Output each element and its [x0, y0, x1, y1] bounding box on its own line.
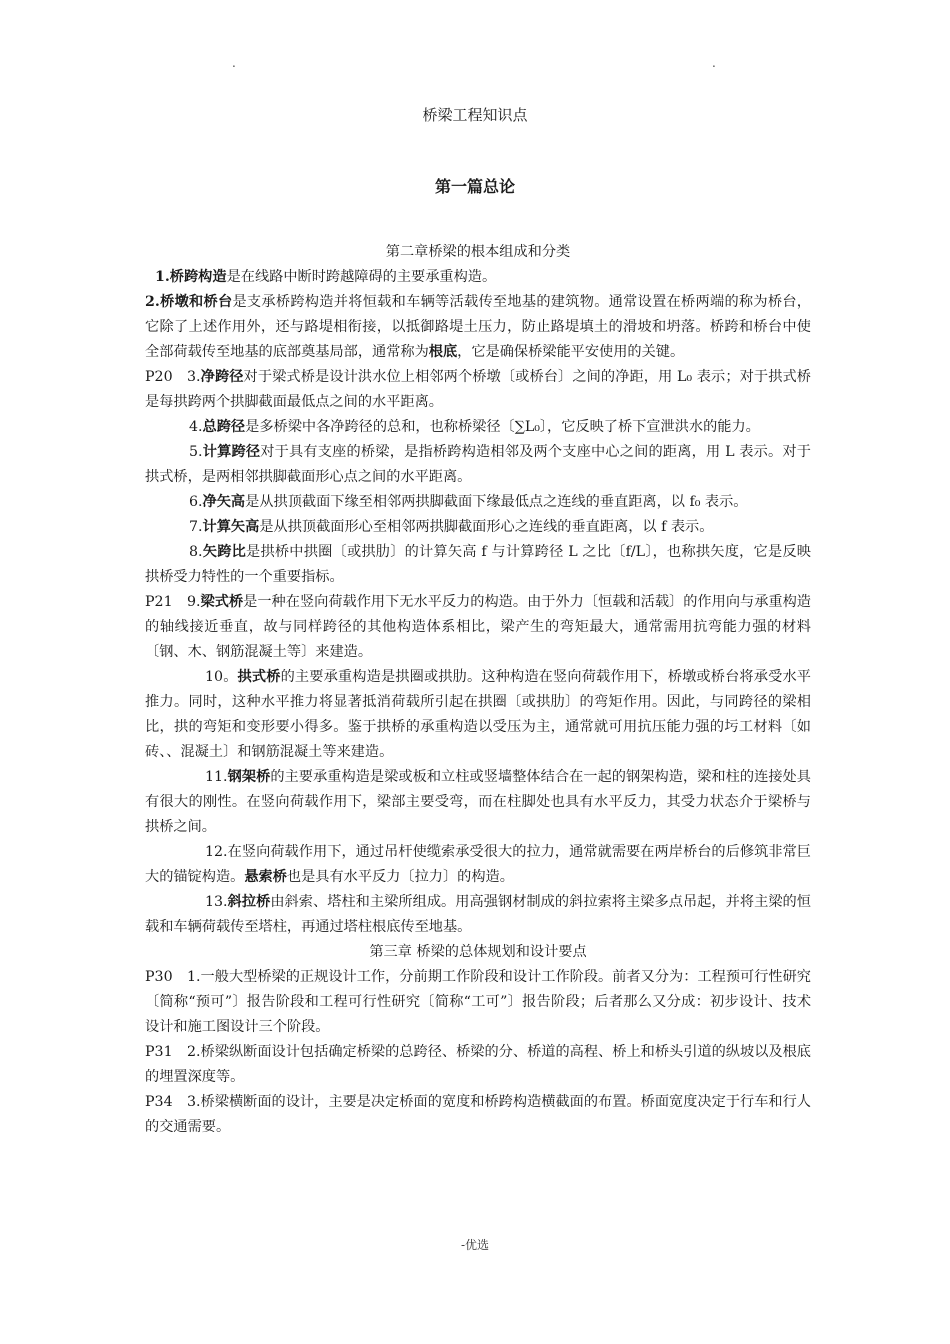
term: 拱式桥 — [237, 669, 281, 685]
header-mark-right: . — [712, 56, 716, 70]
item-number: 12. — [205, 844, 228, 860]
paragraph-text: 2.桥梁纵断面设计包括确定桥梁的总跨径、桥梁的分、桥道的高程、桥上和桥头引道的纵坡以及根底的埋置深度等。 — [145, 1044, 811, 1085]
paragraph-text: 对于具有支座的桥梁，是指桥跨构造相邻及两个支座中心之间的距离，用 L 表示。对于拱式桥，是两相邻拱脚截面形心点之间的水平距离。 — [145, 444, 811, 485]
term: 根底 — [428, 344, 458, 360]
page-ref: P20 — [145, 369, 173, 385]
term: 悬索桥 — [244, 869, 287, 885]
paragraph — [145, 765, 811, 840]
term: 梁式桥 — [200, 594, 244, 610]
term: 总跨径 — [202, 419, 246, 435]
paragraph-text: 是拱桥中拱圈〔或拱肋〕的计算矢高 f 与计算跨径 L 之比〔f/L〕，也称拱矢度，它是反映拱桥受力特性的一个重要指标。 — [145, 544, 811, 585]
paragraph — [145, 540, 811, 590]
item-number: 13. — [205, 894, 228, 910]
paragraph-text: 的主要承重构造是梁或板和立柱或竖墙整体结合在一起的钢架构造，梁和柱的连接处具有很大的刚性。在竖向荷载作用下，梁部主要受弯，而在柱脚处也具有水平反力，其受力状态介于梁桥与拱桥之间。 — [145, 769, 811, 835]
paragraph — [145, 890, 811, 940]
paragraph-text: 是一种在竖向荷载作用下无水平反力的构造。由于外力〔恒载和活载〕的作用向与承重构造的轴线接近垂直，故与同样跨径的其他构造体系相比，梁产生的弯矩最大，通常需用抗弯能力强的材料〔钢、木、钢筋混凝土等〕来建造。 — [145, 594, 811, 660]
item-number: 3. — [187, 369, 201, 385]
paragraph — [145, 290, 811, 365]
item-number: 6. — [189, 494, 203, 510]
paragraph-text: ，它是确保桥梁能平安使用的关键。 — [457, 344, 685, 360]
chapter-heading: 第二章桥梁的根本组成和分类 — [385, 244, 571, 260]
paragraph-text: 1.一般大型桥梁的正规设计工作，分前期工作阶段和设计工作阶段。前者又分为：工程预可行性研究〔简称“预可”〕报告阶段和工程可行性研究〔简称“工可”〕报告阶段；后者那么又分成：初步设计、技术设计和施工图设计三个阶段。 — [145, 969, 811, 1035]
paragraph — [145, 965, 811, 1040]
document-title: 桥梁工程知识点 — [422, 106, 528, 124]
paragraph-text: 是从拱顶截面下缘至相邻两拱脚截面下缘最低点之连线的垂直距离，以 f₀ 表示。 — [245, 494, 748, 510]
paragraph — [145, 490, 811, 515]
paragraph — [145, 365, 811, 415]
item-number: 5. — [189, 444, 203, 460]
term: 净矢高 — [202, 494, 246, 510]
chapter-heading: 第三章 桥梁的总体规划和设计要点 — [369, 944, 587, 960]
paragraph-text: 是多桥梁中各净跨径的总和，也称桥梁径〔∑L₀〕，它反映了桥下宣泄洪水的能力。 — [245, 419, 760, 435]
paragraph — [145, 665, 811, 765]
paragraph-text: 对于梁式桥是设计洪水位上相邻两个桥墩〔或桥台〕之间的净距，用 L₀ 表示；对于拱式桥是每拱跨两个拱脚截面最低点之间的水平距离。 — [145, 369, 811, 410]
term: 计算跨径 — [202, 444, 261, 460]
paragraph-text: 在竖向荷载作用下，通过吊杆使缆索承受很大的拉力，通常就需要在两岸桥台的后修筑非常巨大的锚锭构造。 — [145, 844, 811, 885]
paragraph-text: 也是具有水平反力〔拉力〕的构造。 — [286, 869, 514, 885]
term: 计算矢高 — [202, 519, 260, 535]
term: 1.桥跨构造 — [155, 269, 227, 285]
item-number: 9. — [187, 594, 201, 610]
paragraph-text: 是从拱顶截面形心至相邻两拱脚截面形心之连线的垂直距离，以 f 表示。 — [259, 519, 714, 535]
term: 净跨径 — [200, 369, 244, 385]
paragraph — [145, 440, 811, 490]
term: 钢架桥 — [227, 769, 271, 785]
page-ref: P30 — [145, 969, 173, 985]
paragraph — [145, 265, 811, 290]
paragraph-text: 由斜索、塔柱和主梁所组成。用高强钢材制成的斜拉索将主梁多点吊起，并将主梁的恒载和车辆荷载传至塔柱，再通过塔柱根底传至地基。 — [145, 894, 811, 935]
page-ref: P31 — [145, 1044, 173, 1060]
item-number: 7. — [189, 519, 203, 535]
term: 矢跨比 — [202, 544, 247, 560]
document-body — [145, 240, 811, 1140]
paragraph — [145, 515, 811, 540]
item-number: 8. — [189, 544, 203, 560]
header-mark-left: . — [232, 56, 236, 70]
paragraph-text: 的主要承重构造是拱圈或拱肋。这种构造在竖向荷载作用下，桥墩或桥台将承受水平推力。同时，这种水平推力将显著抵消荷载所引起在拱圈〔或拱肋〕的弯矩作用。因此，与同跨径的梁相比，拱的弯矩和变形要小得多。鉴于拱桥的承重构造以受压为主，通常就可用抗压能力强的圬工材料〔如砖、、混凝土〕和钢筋混凝土等来建造。 — [145, 669, 811, 760]
item-number: 4. — [189, 419, 203, 435]
part-title: 第一篇总论 — [434, 177, 515, 196]
item-number: 10。 — [205, 669, 238, 685]
page-footer: -优选 — [460, 1238, 490, 1252]
term: 2.桥墩和桥台 — [145, 294, 233, 310]
term: 斜拉桥 — [227, 894, 271, 910]
paragraph — [145, 840, 811, 890]
paragraph — [145, 1090, 811, 1140]
paragraph — [145, 1040, 811, 1090]
paragraph-text: 3.桥梁横断面的设计，主要是决定桥面的宽度和桥跨构造横截面的布置。桥面宽度决定于行车和行人的交通需要。 — [145, 1094, 811, 1135]
item-number: 11. — [205, 769, 228, 785]
paragraph-text: 是支承桥跨构造并将恒载和车辆等活载传至地基的建筑物。通常设置在桥两端的称为桥台，它除了上述作用外，还与路堤相衔接，以抵御路堤土压力，防止路堤填土的滑坡和坍落。桥跨和桥台中使全部荷载传至地基的底部奠基局部，通常称为 — [145, 294, 811, 360]
page-ref: P34 — [145, 1094, 173, 1110]
paragraph — [145, 590, 811, 665]
paragraph-text: 是在线路中断时跨越障碍的主要承重构造。 — [226, 269, 497, 285]
paragraph — [145, 415, 811, 440]
page-ref: P21 — [145, 594, 173, 610]
